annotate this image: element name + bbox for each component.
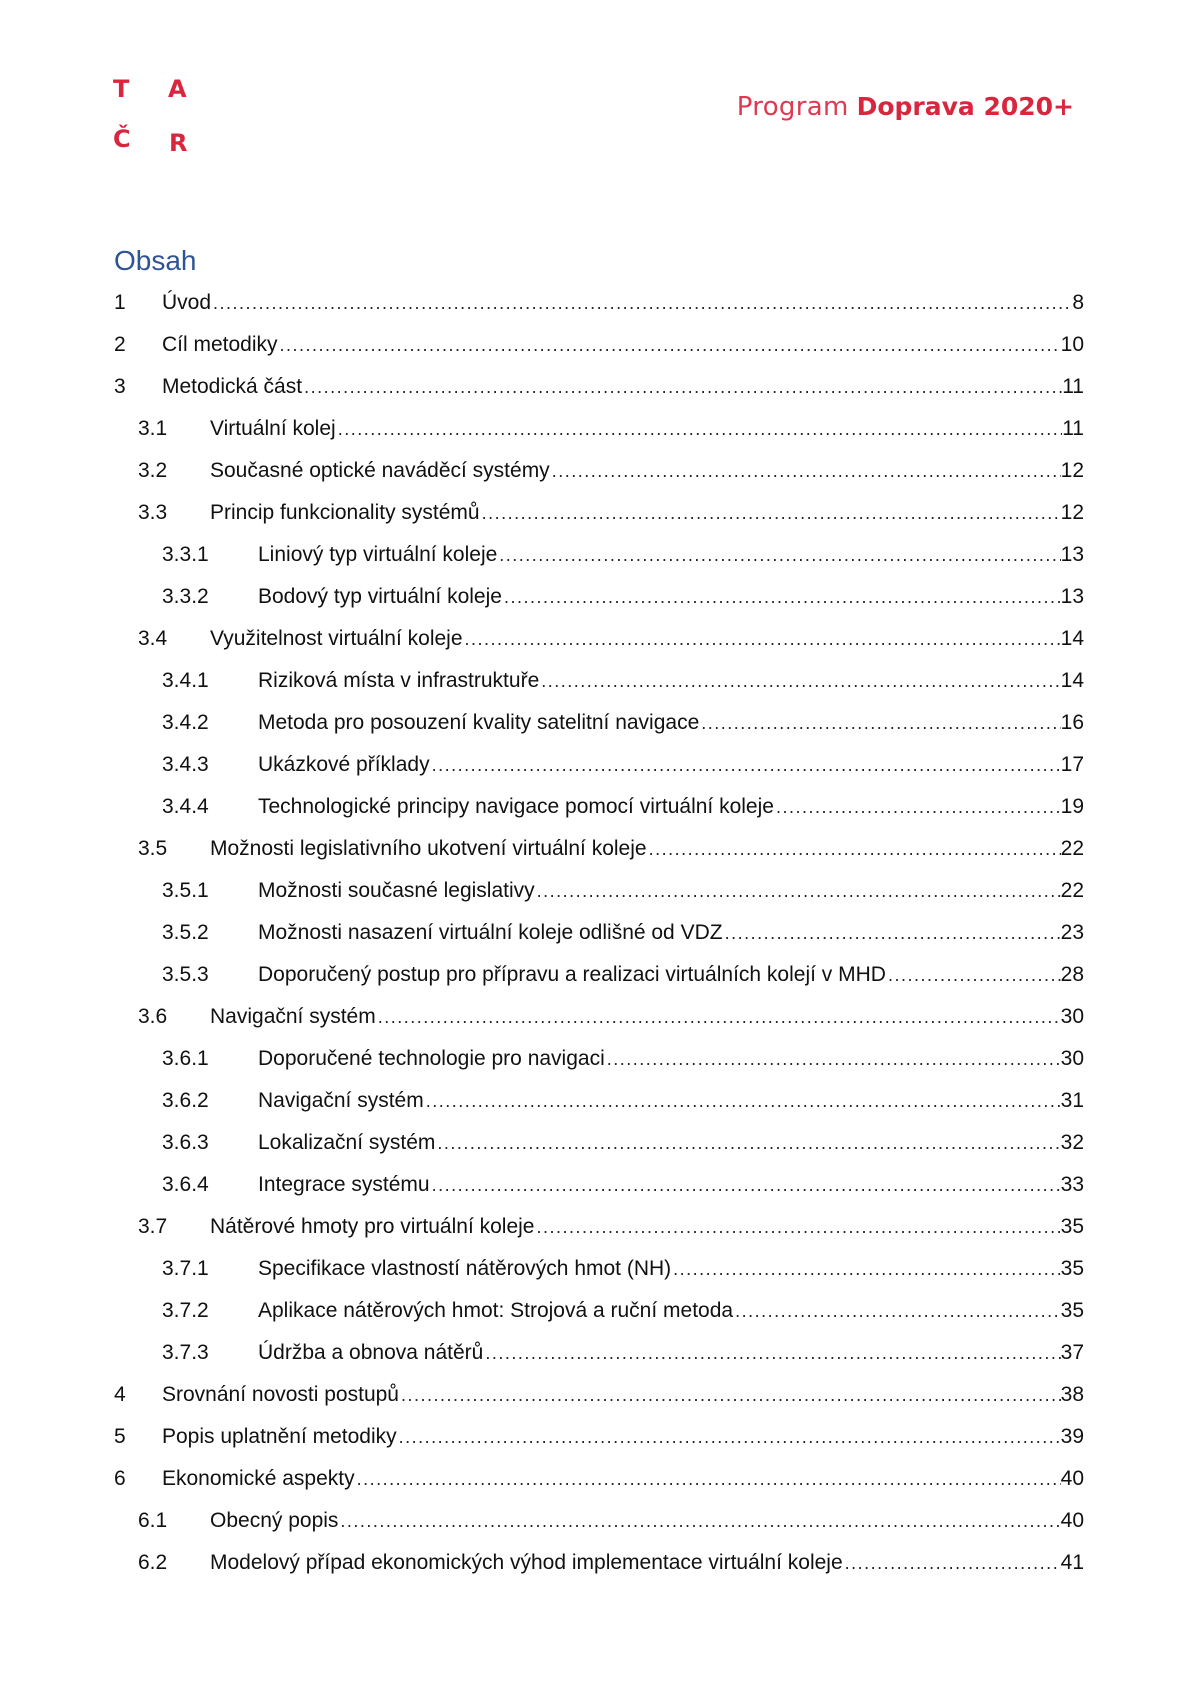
dot-leader <box>426 1080 1061 1122</box>
toc-entry[interactable] <box>114 1332 1084 1374</box>
logo-letter-a: A <box>168 75 187 103</box>
dot-leader <box>673 1248 1060 1290</box>
toc-entry[interactable] <box>114 870 1084 912</box>
logo-letter-c: Č <box>113 125 131 153</box>
toc-entry-number: 3.5.3 <box>162 963 209 986</box>
toc-entry-label[interactable]: Možnosti legislativního ukotvení virtuální koleje <box>210 837 647 860</box>
dot-leader <box>482 492 1061 534</box>
program-prefix: Program <box>736 92 849 122</box>
toc-entry[interactable] <box>114 324 1084 366</box>
logo-letter-r: R <box>169 129 188 157</box>
toc-entry-number: 4 <box>114 1383 126 1406</box>
toc-entry-number: 3.4.1 <box>162 669 209 692</box>
toc-entry-number: 3.5.1 <box>162 879 209 902</box>
dot-leader <box>465 618 1061 660</box>
toc-entry-number: 3.1 <box>138 417 168 440</box>
toc-entry-number: 3.4.3 <box>162 753 209 776</box>
toc-entry[interactable] <box>114 576 1084 618</box>
dot-leader <box>776 786 1061 828</box>
toc-entry-page[interactable]: 40 <box>1060 1467 1084 1490</box>
toc-entry[interactable] <box>114 1206 1084 1248</box>
toc-entry[interactable] <box>114 1038 1084 1080</box>
toc-entry-number: 3.7.3 <box>162 1341 209 1364</box>
toc-entry[interactable] <box>114 954 1084 996</box>
toc-entry-label[interactable]: Doporučené technologie pro navigaci <box>258 1047 605 1070</box>
dot-leader <box>888 954 1061 996</box>
toc-entry-number: 3.6.2 <box>162 1089 209 1112</box>
dot-leader <box>499 534 1060 576</box>
toc-entry-label[interactable]: Využitelnost virtuální koleje <box>210 627 463 650</box>
toc-entry-label[interactable]: Aplikace nátěrových hmot: Strojová a ruční metoda <box>258 1299 734 1322</box>
toc-entry-number: 3.7.2 <box>162 1299 209 1322</box>
toc-entry-page[interactable]: 14 <box>1060 669 1084 692</box>
toc-entry[interactable] <box>114 492 1084 534</box>
dot-leader <box>357 1458 1061 1500</box>
toc-entry-page[interactable]: 12 <box>1060 501 1084 524</box>
toc-entry-page[interactable]: 30 <box>1060 1005 1084 1028</box>
toc-entry[interactable] <box>114 618 1084 660</box>
toc-entry-label[interactable]: Možnosti nasazení virtuální koleje odlišné od VDZ <box>258 921 723 944</box>
toc-heading: Obsah <box>114 245 197 276</box>
toc-entry-page[interactable]: 31 <box>1060 1089 1084 1112</box>
toc-entry-page[interactable]: 19 <box>1060 795 1084 818</box>
toc-entry-page[interactable]: 40 <box>1060 1509 1084 1532</box>
dot-leader <box>504 576 1061 618</box>
toc-entry[interactable] <box>114 1164 1084 1206</box>
toc-entry-label[interactable]: Integrace systému <box>258 1173 430 1196</box>
toc-entry-number: 3.4.4 <box>162 795 209 818</box>
dot-leader <box>725 912 1061 954</box>
toc-entry[interactable] <box>114 1458 1084 1500</box>
dot-leader <box>432 744 1061 786</box>
toc-entry-label[interactable]: Cíl metodiky <box>162 333 278 356</box>
toc-entry-page[interactable]: 13 <box>1060 543 1084 566</box>
toc-entry-number: 3.6.4 <box>162 1173 209 1196</box>
dot-leader <box>735 1290 1061 1332</box>
toc-entry-number: 3.2 <box>138 459 168 482</box>
toc-entry-page[interactable]: 28 <box>1060 963 1084 986</box>
toc-entry-number: 1 <box>114 291 126 314</box>
tacr-logo <box>113 77 193 157</box>
toc-entry-number: 3.4 <box>138 627 168 650</box>
dot-leader <box>399 1416 1061 1458</box>
dot-leader <box>437 1122 1060 1164</box>
toc-entry-number: 6.2 <box>138 1551 168 1574</box>
toc-entry-label[interactable]: Bodový typ virtuální koleje <box>258 585 502 608</box>
toc-entry-number: 3.6.3 <box>162 1131 209 1154</box>
toc-entry-label[interactable]: Současné optické naváděcí systémy <box>210 459 550 482</box>
dot-leader <box>280 324 1061 366</box>
toc-entry-label[interactable]: Metoda pro posouzení kvality satelitní navigace <box>258 711 700 734</box>
toc-entry[interactable] <box>114 996 1084 1038</box>
toc-entry-label[interactable]: Navigační systém <box>210 1005 376 1028</box>
toc-entry[interactable] <box>114 1500 1084 1542</box>
toc-entry[interactable] <box>114 1122 1084 1164</box>
toc-entry-number: 3.6 <box>138 1005 168 1028</box>
toc-entry-page[interactable]: 10 <box>1060 333 1084 356</box>
toc-entry[interactable] <box>114 786 1084 828</box>
toc-entry-page[interactable]: 22 <box>1060 837 1084 860</box>
toc-entry-page[interactable]: 8 <box>1072 291 1084 314</box>
toc-entry[interactable] <box>114 1290 1084 1332</box>
toc-entry-label[interactable]: Obecný popis <box>210 1509 339 1532</box>
toc-entry-page[interactable]: 33 <box>1060 1173 1084 1196</box>
toc-entry-number: 3.5 <box>138 837 168 860</box>
toc-entry-page[interactable]: 39 <box>1060 1425 1084 1448</box>
toc-entry-page[interactable]: 17 <box>1060 753 1084 776</box>
dot-leader <box>649 828 1061 870</box>
toc-entry-label[interactable]: Doporučený postup pro přípravu a realizaci virtuálních kolejí v MHD <box>258 963 886 986</box>
program-title <box>737 92 1074 120</box>
dot-leader <box>340 1500 1060 1542</box>
dot-leader <box>552 450 1061 492</box>
dot-leader <box>485 1332 1060 1374</box>
dot-leader <box>432 1164 1061 1206</box>
toc-entry-number: 2 <box>114 333 126 356</box>
toc-entry-label[interactable]: Specifikace vlastností nátěrových hmot (NH) <box>258 1257 672 1280</box>
dot-leader <box>304 366 1062 408</box>
toc-entry[interactable] <box>114 1374 1084 1416</box>
toc-entry-page[interactable]: 32 <box>1060 1131 1084 1154</box>
toc-entry-label[interactable]: Navigační systém <box>258 1089 424 1112</box>
toc-entry[interactable] <box>114 1080 1084 1122</box>
toc-entry[interactable] <box>114 282 1084 324</box>
toc-entry-page[interactable]: 38 <box>1060 1383 1084 1406</box>
toc-entry-label[interactable]: Metodická část <box>162 375 303 398</box>
toc-entry-page[interactable]: 35 <box>1060 1299 1084 1322</box>
toc-entry[interactable] <box>114 366 1084 408</box>
dot-leader <box>213 282 1070 324</box>
toc-entry-page[interactable]: 37 <box>1060 1341 1084 1364</box>
toc-entry-page[interactable]: 12 <box>1060 459 1084 482</box>
toc-entry-number: 3.4.2 <box>162 711 209 734</box>
toc-entry-label[interactable]: Lokalizační systém <box>258 1131 436 1154</box>
toc-entry-page[interactable]: 16 <box>1060 711 1084 734</box>
dot-leader <box>607 1038 1061 1080</box>
toc-entry[interactable] <box>114 1248 1084 1290</box>
toc-entry-label[interactable]: Údržba a obnova nátěrů <box>258 1341 484 1364</box>
toc-entry[interactable] <box>114 1542 1084 1584</box>
toc-entry-page[interactable]: 13 <box>1060 585 1084 608</box>
toc-entry-label[interactable]: Srovnání novosti postupů <box>162 1383 399 1406</box>
toc-entry-number: 5 <box>114 1425 126 1448</box>
dot-leader <box>541 660 1060 702</box>
toc-entry-number: 3.5.2 <box>162 921 209 944</box>
toc-entry-page[interactable]: 41 <box>1060 1551 1084 1574</box>
toc-entry-page[interactable]: 22 <box>1060 879 1084 902</box>
toc-entry[interactable] <box>114 744 1084 786</box>
dot-leader <box>701 702 1060 744</box>
toc-entry-label[interactable]: Virtuální kolej <box>210 417 336 440</box>
dot-leader <box>338 408 1063 450</box>
toc-entry-page[interactable]: 35 <box>1060 1257 1084 1280</box>
toc-entry-number: 3.3 <box>138 501 168 524</box>
toc-entry-page[interactable]: 30 <box>1060 1047 1084 1070</box>
toc-entry[interactable] <box>114 660 1084 702</box>
toc-entry-page[interactable]: 23 <box>1060 921 1084 944</box>
dot-leader <box>845 1542 1061 1584</box>
table-of-contents <box>114 282 1084 1584</box>
toc-entry-page[interactable]: 14 <box>1060 627 1084 650</box>
toc-entry[interactable] <box>114 702 1084 744</box>
logo-letter-t: T <box>113 75 130 103</box>
toc-entry-label[interactable]: Ekonomické aspekty <box>162 1467 355 1490</box>
toc-entry-number: 6.1 <box>138 1509 168 1532</box>
toc-entry-label[interactable]: Technologické principy navigace pomocí virtuální koleje <box>258 795 774 818</box>
toc-entry[interactable] <box>114 912 1084 954</box>
toc-entry-number: 3.7 <box>138 1215 168 1238</box>
toc-entry-label[interactable]: Modelový případ ekonomických výhod implementace virtuální koleje <box>210 1551 843 1574</box>
dot-leader <box>537 870 1061 912</box>
toc-entry-number: 3.3.2 <box>162 585 209 608</box>
program-name: Doprava 2020+ <box>856 92 1074 121</box>
toc-entry[interactable] <box>114 828 1084 870</box>
toc-entry[interactable] <box>114 408 1084 450</box>
toc-entry-label[interactable]: Úvod <box>162 291 212 314</box>
toc-entry-page[interactable]: 35 <box>1060 1215 1084 1238</box>
toc-entry-label[interactable]: Ukázkové příklady <box>258 753 430 776</box>
dot-leader <box>378 996 1061 1038</box>
toc-entry-page[interactable]: 11 <box>1062 375 1084 398</box>
toc-entry-label[interactable]: Liniový typ virtuální koleje <box>258 543 498 566</box>
toc-entry-number: 3.3.1 <box>162 543 209 566</box>
toc-entry-label[interactable]: Popis uplatnění metodiky <box>162 1425 397 1448</box>
toc-entry[interactable] <box>114 534 1084 576</box>
toc-entry-label[interactable]: Riziková místa v infrastruktuře <box>258 669 540 692</box>
toc-entry-page[interactable]: 11 <box>1062 417 1084 440</box>
toc-entry-number: 3.6.1 <box>162 1047 209 1070</box>
dot-leader <box>401 1374 1061 1416</box>
toc-entry[interactable] <box>114 450 1084 492</box>
toc-entry[interactable] <box>114 1416 1084 1458</box>
dot-leader <box>537 1206 1061 1248</box>
toc-entry-label[interactable]: Možnosti současné legislativy <box>258 879 535 902</box>
toc-entry-label[interactable]: Nátěrové hmoty pro virtuální koleje <box>210 1215 535 1238</box>
toc-entry-number: 6 <box>114 1467 126 1490</box>
toc-entry-number: 3 <box>114 375 126 398</box>
toc-entry-number: 3.7.1 <box>162 1257 209 1280</box>
toc-entry-label[interactable]: Princip funkcionality systémů <box>210 501 480 524</box>
